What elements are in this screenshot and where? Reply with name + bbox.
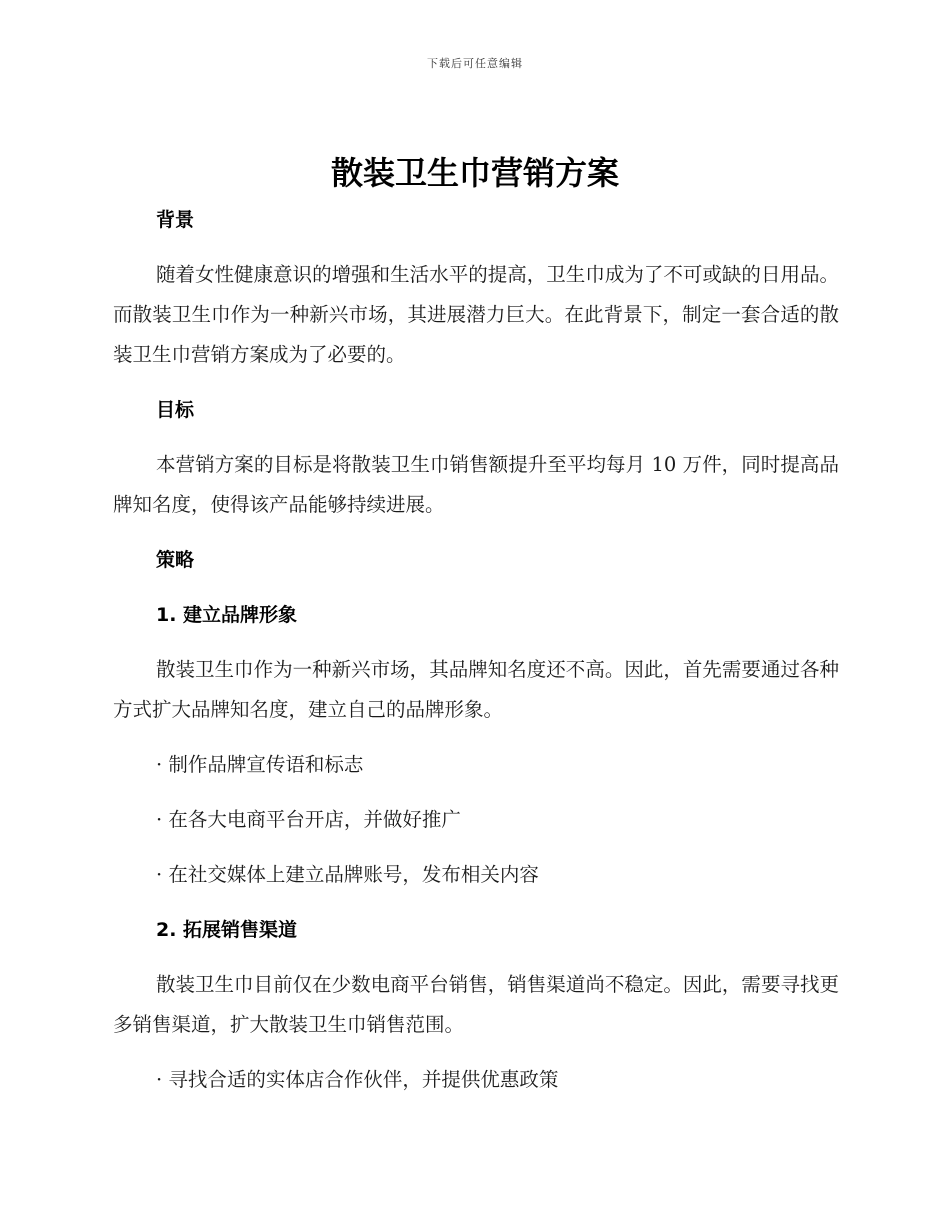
paragraph-brand: 散装卫生巾作为一种新兴市场，其品牌知名度还不高。因此，首先需要通过各种方式扩大品牌知名度，建立自己的品牌形象。 (113, 658, 839, 721)
header-note: 下载后可任意编辑 (427, 57, 523, 70)
paragraph-channels: 散装卫生巾目前仅在少数电商平台销售，销售渠道尚不稳定。因此，需要寻找更多销售渠道，扩大散装卫生巾销售范围。 (113, 973, 839, 1036)
list-item: · 制作品牌宣传语和标志 (156, 753, 364, 776)
list-item: · 在各大电商平台开店，并做好推广 (156, 808, 461, 831)
section-heading-goal: 目标 (156, 399, 195, 421)
document-body (113, 200, 839, 1100)
paragraph-goal: 本营销方案的目标是将散装卫生巾销售额提升至平均每月 10 万件，同时提高品牌知名度，使得该产品能够持续进展。 (113, 453, 839, 516)
list-item: · 寻找合适的实体店合作伙伴，并提供优惠政策 (156, 1068, 559, 1091)
section-heading-strategy: 策略 (156, 549, 195, 571)
subsection-heading-brand: 1. 建立品牌形象 (156, 604, 298, 626)
subsection-heading-channels: 2. 拓展销售渠道 (156, 919, 298, 941)
section-heading-background: 背景 (156, 209, 195, 231)
paragraph-background: 随着女性健康意识的增强和生活水平的提高，卫生巾成为了不可或缺的日用品。而散装卫生巾作为一种新兴市场，其进展潜力巨大。在此背景下，制定一套合适的散装卫生巾营销方案成为了必要的。 (113, 263, 839, 366)
list-item: · 在社交媒体上建立品牌账号，发布相关内容 (156, 863, 539, 886)
document-title: 散装卫生巾营销方案 (330, 154, 619, 192)
